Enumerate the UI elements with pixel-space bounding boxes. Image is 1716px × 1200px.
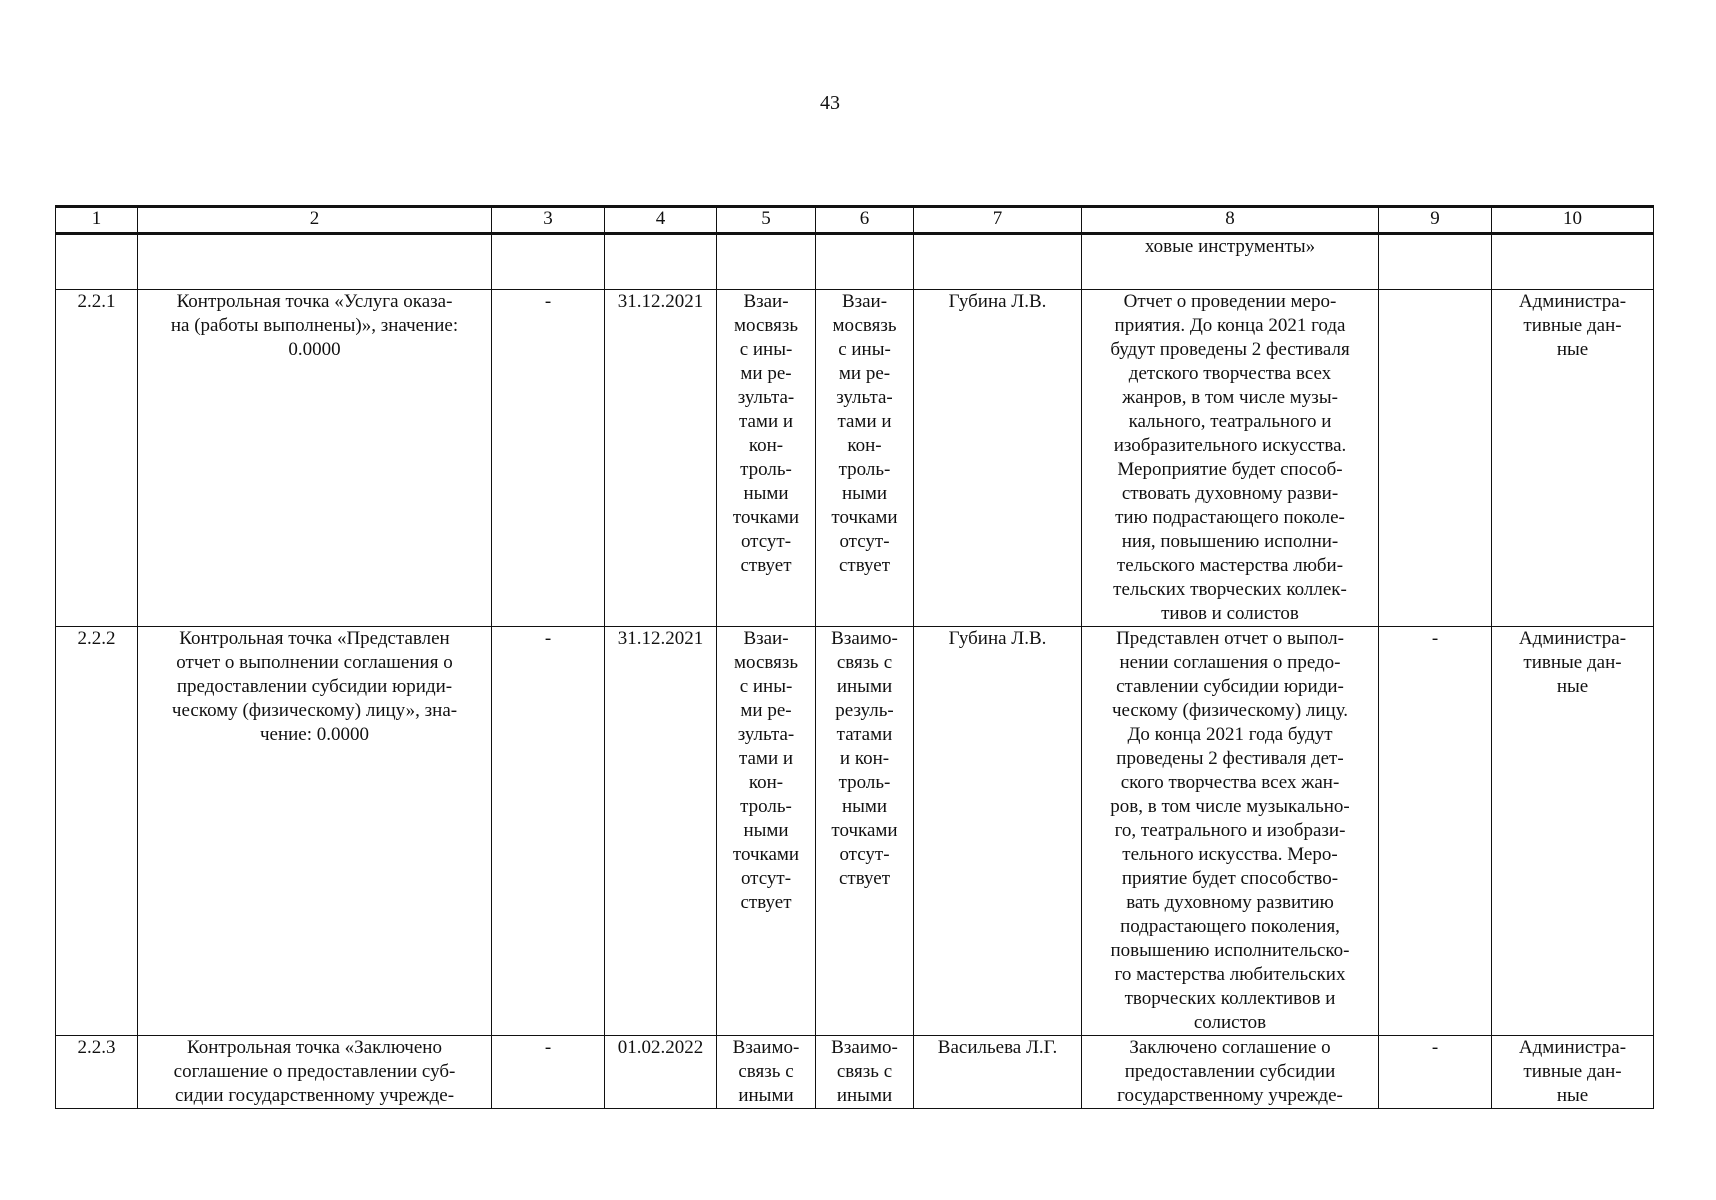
table-cell <box>492 627 605 1036</box>
cell-text: Администра- тивные дан- ные <box>1518 1037 1627 1106</box>
column-header: 1 <box>56 207 138 234</box>
column-header: 7 <box>914 207 1082 234</box>
table-cell <box>717 1036 816 1109</box>
table-cell <box>717 627 816 1036</box>
table-cell <box>1379 627 1492 1036</box>
table-cell <box>914 234 1082 290</box>
table-cell <box>492 1036 605 1109</box>
table-cell <box>56 627 138 1036</box>
cell-text: Губина Л.В. <box>948 628 1047 649</box>
cell-text: - <box>1431 1037 1439 1058</box>
table-cell <box>1492 627 1654 1036</box>
header-row <box>56 207 1654 234</box>
table-cell <box>816 234 914 290</box>
cell-text: Отчет о проведении меро- приятия. До конца 2021 года будут проведены 2 фестиваля детского творчества всех жанров, в том числе музы- кального, театрального и изобразительного искусства. Мероприятие будет способ- ствовать духовному разви- тию подрастающего поколе- ния, повышению исполни- тельского мастерства люби- тельских творческих коллек- тивов и солистов <box>1110 291 1350 624</box>
cell-text: Губина Л.В. <box>948 291 1047 312</box>
cell-text: - <box>544 628 552 649</box>
table-cell <box>605 627 717 1036</box>
table-cell <box>1082 627 1379 1036</box>
table-cell <box>1379 290 1492 627</box>
cell-text: Взаимо- связь с иными <box>831 1037 898 1106</box>
column-header: 8 <box>1082 207 1379 234</box>
table-cell <box>56 290 138 627</box>
column-header: 6 <box>816 207 914 234</box>
column-header: 3 <box>492 207 605 234</box>
table-cell <box>492 234 605 290</box>
column-header: 9 <box>1379 207 1492 234</box>
table-cell <box>1492 234 1654 290</box>
cell-text: Взаи- мосвязь с ины- ми ре- зульта- тами и кон- троль- ными точками отсут- ствует <box>732 628 800 913</box>
cell-text: 2.2.2 <box>77 628 116 649</box>
cell-text: Заключено соглашение о предоставлении субсидии государственному учрежде- <box>1117 1037 1343 1106</box>
table-cell <box>605 234 717 290</box>
table-cell <box>816 627 914 1036</box>
table-row <box>56 290 1654 627</box>
table-cell <box>138 234 492 290</box>
table-row <box>56 1036 1654 1109</box>
column-header: 10 <box>1492 207 1654 234</box>
table-cell <box>1492 1036 1654 1109</box>
table-cell <box>56 234 138 290</box>
cell-text: Взаимо- связь с иными <box>732 1037 800 1106</box>
table-cell <box>816 290 914 627</box>
control-points-table <box>55 205 1654 1109</box>
table-cell <box>914 1036 1082 1109</box>
cell-text: 2.2.3 <box>77 1037 116 1058</box>
cell-text: Взаимо- связь с иными резуль- татами и кон- троль- ными точками отсут- ствует <box>831 628 898 889</box>
table-cell <box>1379 1036 1492 1109</box>
table-cell <box>1082 290 1379 627</box>
table-cell <box>914 290 1082 627</box>
cell-text: 2.2.1 <box>77 291 116 312</box>
cell-text: Контрольная точка «Представлен отчет о выполнении соглашения о предоставлении субсидии юриди- ческому (физическому) лицу», зна- чение: 0.0000 <box>171 628 458 745</box>
column-header: 5 <box>717 207 816 234</box>
cell-text: - <box>544 291 552 312</box>
cell-text: Взаи- мосвязь с ины- ми ре- зульта- тами и кон- троль- ными точками отсут- ствует <box>831 291 898 576</box>
cell-text: - <box>544 1037 552 1058</box>
cell-text: Администра- тивные дан- ные <box>1518 628 1627 697</box>
table-cell <box>1082 234 1379 290</box>
table-cell <box>914 627 1082 1036</box>
page-number: 43 <box>820 92 840 114</box>
cell-text: - <box>1431 628 1439 649</box>
cell-text: 01.02.2022 <box>617 1037 704 1058</box>
table-cell <box>138 290 492 627</box>
cell-text: 31.12.2021 <box>617 628 704 649</box>
table-cell <box>605 290 717 627</box>
cell-text: Васильева Л.Г. <box>937 1037 1058 1058</box>
cell-text: Контрольная точка «Услуга оказа- на (работы выполнены)», значение: 0.0000 <box>170 291 459 360</box>
cell-text: ховые инструменты» <box>1144 236 1316 257</box>
table-row <box>56 234 1654 290</box>
cell-text: 31.12.2021 <box>617 291 704 312</box>
table-cell <box>138 1036 492 1109</box>
column-header: 2 <box>138 207 492 234</box>
table-cell <box>605 1036 717 1109</box>
cell-text: Взаи- мосвязь с ины- ми ре- зульта- тами и кон- троль- ными точками отсут- ствует <box>732 291 800 576</box>
table-cell <box>56 1036 138 1109</box>
cell-text: Представлен отчет о выпол- нении соглашения о предо- ставлении субсидии юриди- ческому (физическому) лицу. До конца 2021 года будут проведены 2 фестиваля дет- ского творчества всех жан- ров, в том числе музыкально- го, театрального и изобрази- тельного искусства. Меро- приятие будет способство- вать духовному развитию подрастающего поколения, повышению исполнительско- го мастерства любительских творческих коллективов и солистов <box>1110 628 1350 1033</box>
table-cell <box>1379 234 1492 290</box>
table-cell <box>138 627 492 1036</box>
table-cell <box>816 1036 914 1109</box>
cell-text: Контрольная точка «Заключено соглашение о предоставлении суб- сидии государственному учрежде- <box>173 1037 456 1106</box>
table-cell <box>1492 290 1654 627</box>
table-cell <box>717 290 816 627</box>
table-cell <box>492 290 605 627</box>
cell-text: Администра- тивные дан- ные <box>1518 291 1627 360</box>
table-row <box>56 627 1654 1036</box>
table-cell <box>717 234 816 290</box>
column-header: 4 <box>605 207 717 234</box>
table-cell <box>1082 1036 1379 1109</box>
